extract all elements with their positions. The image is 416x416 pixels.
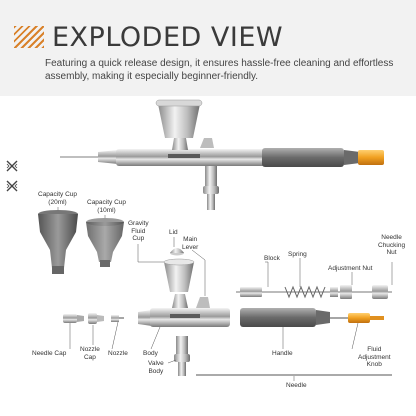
label-needle-chucking-nut: Needle Chucking Nut [378, 234, 406, 256]
label-block: Block [264, 255, 280, 262]
label-main-lever: Main Lever [182, 236, 199, 251]
capacity-cup-10ml [86, 218, 124, 267]
label-nozzle: Nozzle [108, 350, 128, 357]
label-fluid-adjustment-knob: Fluid Adjustment Knob [358, 346, 391, 368]
label-needle: Needle [286, 382, 307, 389]
label-gravity-fluid-cup: Gravity Fluid Cup [128, 220, 149, 242]
label-capacity-cup-10ml: Capacity Cup (10ml) [87, 199, 127, 214]
label-spring: Spring [288, 251, 307, 258]
label-nozzle-cap: Nozzle Cap [80, 346, 100, 361]
page-subtitle: Featuring a quick release design, it ensures hassle-free cleaning and effortless assembly, making it especially beginner-friendly. [45, 58, 394, 82]
label-lid: Lid [169, 229, 178, 236]
page-title: EXPLODED VIEW [52, 22, 284, 53]
label-body: Body [143, 350, 158, 357]
label-handle: Handle [272, 350, 293, 357]
label-valve-body: Valve Body [148, 360, 164, 375]
capacity-cup-20ml [38, 210, 78, 274]
assembled-airbrush [60, 100, 384, 210]
label-capacity-cup-20ml: Capacity Cup (20ml) [38, 191, 78, 206]
label-needle-cap: Needle Cap [32, 350, 67, 357]
label-adjustment-nut: Adjustment Nut [328, 265, 373, 272]
